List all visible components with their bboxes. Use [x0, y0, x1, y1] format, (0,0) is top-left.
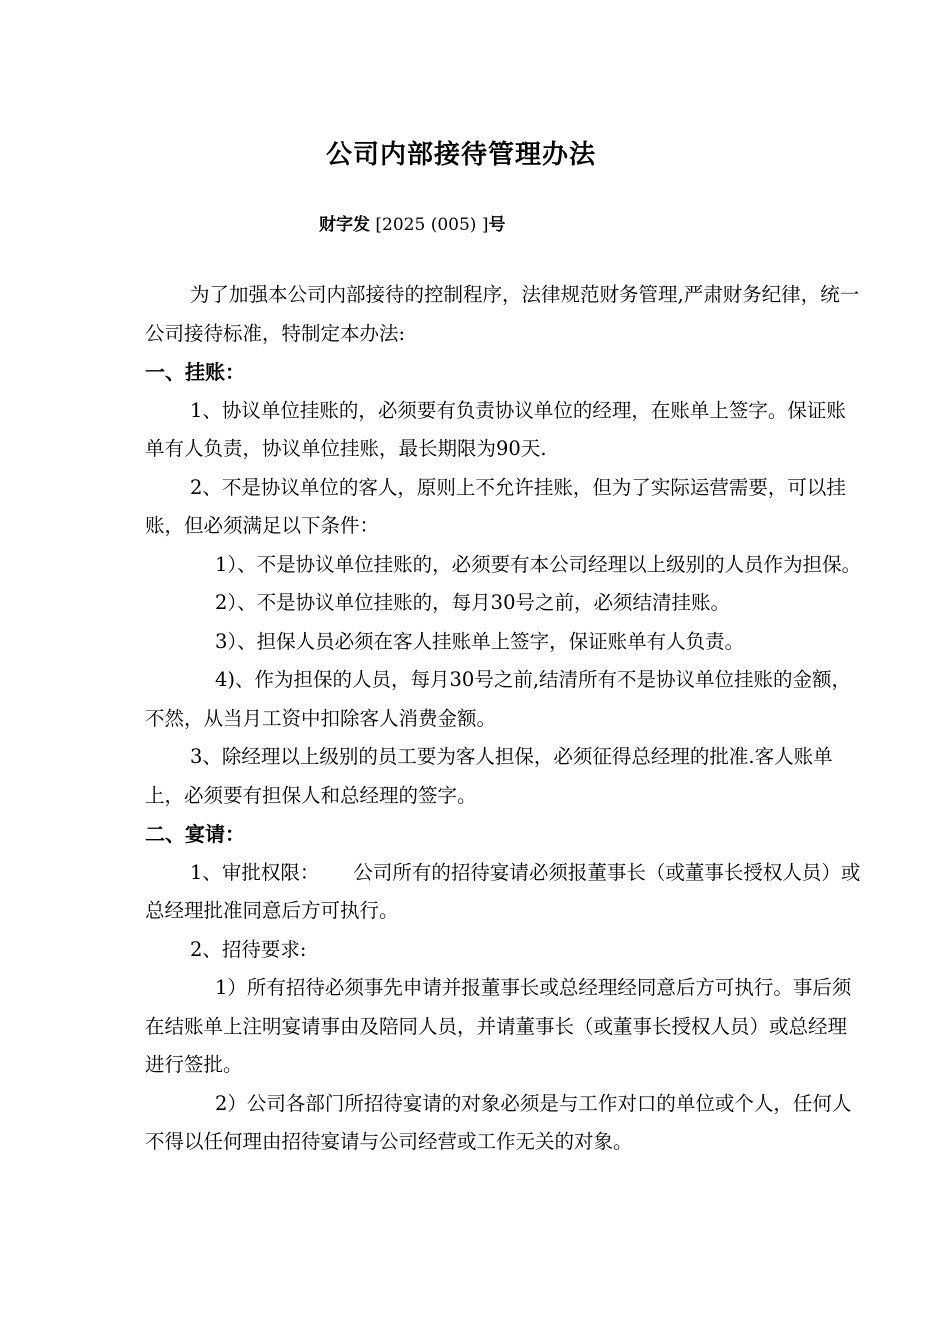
- paragraph: 1）、不是协议单位挂账的，必须要有本公司经理以上级别的人员作为担保。: [215, 552, 862, 576]
- paragraph: 1、协议单位挂账的，必须要有负责协议单位的经理，在账单上签字。保证账单有人负责，协议单位挂账，最长期限为90天.: [145, 398, 846, 460]
- document-body: [145, 276, 863, 1162]
- document-number: [319, 210, 505, 235]
- paragraph: 2、招待要求:: [190, 937, 307, 961]
- paragraph: 3）、担保人员必须在客人挂账单上签字，保证账单有人负责。: [215, 629, 745, 653]
- document-title: 公司内部接待管理办法: [325, 140, 596, 170]
- paragraph: 2、不是协议单位的客人，原则上不允许挂账，但为了实际运营需要，可以挂账，但必须满足以下条件：: [145, 475, 846, 537]
- document-number-code: [2025 (005) ]: [375, 215, 489, 235]
- section-heading-accounts: 一、挂账：: [145, 360, 245, 384]
- approval-text: 公司所有的招待宴请必须报董事长（或董事长授权人员）或总经理批准同意后方可执行。: [145, 860, 861, 922]
- paragraph: 1）所有招待必须事先申请并报董事长或总经理经同意后方可执行。事后须在结账单上注明宴请事由及陪同人员，并请董事长（或董事长授权人员）或总经理进行签批。: [145, 976, 852, 1076]
- paragraph: 4)、作为担保的人员，每月30号之前,结清所有不是协议单位挂账的金额，不然，从当月工资中扣除客人消费金额。: [145, 668, 852, 730]
- paragraph: 2）公司各部门所招待宴请的对象必须是与工作对口的单位或个人，任何人不得以任何理由招待宴请与公司经营或工作无关的对象。: [145, 1091, 852, 1153]
- section-heading-banquet: 二、宴请：: [145, 822, 245, 846]
- intro-paragraph: 为了加强本公司内部接待的控制程序，法律规范财务管理,严肃财务纪律，统一公司接待标准，特制定本办法:: [145, 283, 860, 345]
- paragraph: 2）、不是协议单位挂账的，每月30号之前，必须结清挂账。: [215, 591, 730, 614]
- document-number-suffix: 号: [488, 215, 506, 235]
- paragraph: [145, 854, 863, 931]
- paragraph: 3、除经理以上级别的员工要为客人担保，必须征得总经理的批准.客人账单上，必须要有担保人和总经理的签字。: [145, 745, 833, 807]
- document-number-prefix: 财字发: [319, 215, 370, 235]
- approval-label: 1、审批权限：: [190, 860, 320, 884]
